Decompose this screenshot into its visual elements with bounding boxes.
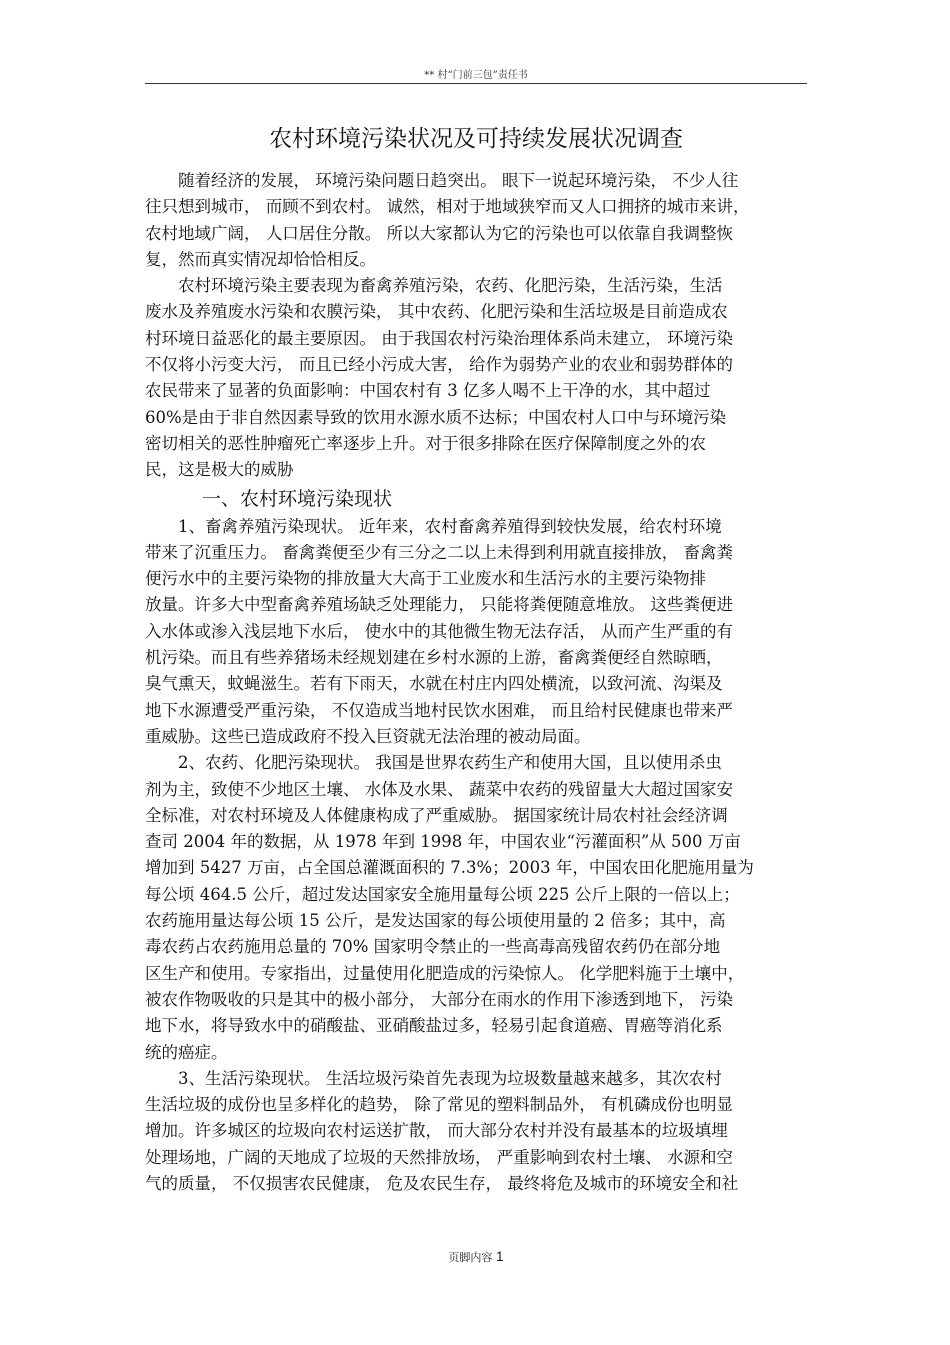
text-line: 处理场地，广阔的天地成了垃圾的天然排放场， 严重影响到农村土壤、 水源和空 (145, 1147, 733, 1167)
text-line: 地下水，将导致水中的硝酸盐、亚硝酸盐过多，轻易引起食道癌、胃癌等消化系 (145, 1016, 723, 1036)
text-line: 机污染。而且有些养猪场未经规划建在乡村水源的上游，畜禽粪便经自然晾晒， (145, 648, 723, 668)
text-line: 农村环境污染主要表现为畜禽养殖污染，农药、化肥污染，生活污染，生活 (145, 276, 723, 296)
text-line: 全标准，对农村环境及人体健康构成了严重威胁。 据国家统计局农村社会经济调 (145, 805, 728, 825)
text-line: 1、畜禽养殖污染现状。 近年来，农村畜禽养殖得到较快发展，给农村环境 (145, 516, 722, 536)
text-line: 增加。许多城区的垃圾向农村运送扩散， 而大部分农村并没有最基本的垃圾填埋 (145, 1121, 728, 1141)
header-divider (145, 83, 807, 84)
section-heading: 一、农村环境污染现状 (145, 487, 393, 510)
text-line: 入水体或渗入浅层地下水后， 使水中的其他微生物无法存活， 从而产生严重的有 (145, 621, 733, 641)
document-title: 农村环境污染状况及可持续发展状况调查 (269, 126, 683, 152)
text-line: 增加到 5427 万亩，占全国总灌溉面积的 7.3%；2003 年，中国农田化肥施用量为 (145, 858, 754, 878)
text-line: 带来了沉重压力。 畜禽粪便至少有三分之二以上未得到利用就直接排放， 畜禽粪 (145, 542, 733, 562)
text-line: 密切相关的恶性肿瘤死亡率逐步上升。对于很多排除在医疗保障制度之外的农 (145, 433, 706, 453)
text-line: 重威胁。这些已造成政府不投入巨资就无法治理的被动局面。 (145, 726, 591, 746)
page-header: ** 村“门前三包”责任书 (424, 70, 528, 81)
text-line: 不仅将小污变大污， 而且已经小污成大害， 给作为弱势产业的农业和弱势群体的 (145, 355, 733, 375)
text-line: 每公顷 464.5 公斤，超过发达国家安全施用量每公顷 225 公斤上限的一倍以上； (145, 884, 740, 904)
text-line: 被农作物吸收的只是其中的极小部分， 大部分在雨水的作用下渗透到地下， 污染 (145, 989, 733, 1009)
text-line: 复，然而真实情况却恰恰相反。 (145, 249, 376, 269)
text-line: 村环境日益恶化的最主要原因。 由于我国农村污染治理体系尚未建立， 环境污染 (145, 328, 733, 348)
text-line: 臭气熏天，蚊蝇滋生。若有下雨天，水就在村庄内四处横流，以致河流、沟渠及 (145, 674, 723, 694)
text-line: 区生产和使用。专家指出，过量使用化肥造成的污染惊人。 化学肥料施于土壤中， (145, 963, 745, 983)
text-line: 地下水源遭受严重污染， 不仅造成当地村民饮水困难， 而且给村民健康也带来严 (145, 700, 733, 720)
document-body (145, 168, 807, 1197)
page-number: 1 (495, 1248, 504, 1264)
text-line: 气的质量， 不仅损害农民健康， 危及农民生存， 最终将危及城市的环境安全和社 (145, 1173, 739, 1193)
page-footer (145, 1248, 807, 1265)
text-line: 农药施用量达每公顷 15 公斤，是发达国家的每公顷使用量的 2 倍多；其中，高 (145, 911, 726, 931)
text-line: 毒农药占农药施用总量的 70% 国家明令禁止的一些高毒高残留农药仍在部分地 (145, 937, 721, 957)
text-line: 农民带来了显著的负面影响：中国农村有 3 亿多人喝不上干净的水，其中超过 (145, 381, 711, 401)
text-line: 查司 2004 年的数据，从 1978 年到 1998 年，中国农业“污灌面积”从 500 万亩 (145, 832, 741, 852)
footer-label: 页脚内容 (448, 1251, 493, 1264)
text-line: 废水及养殖废水污染和农膜污染， 其中农药、化肥污染和生活垃圾是目前造成农 (145, 302, 728, 322)
text-line: 统的癌症。 (145, 1042, 228, 1062)
text-line: 往只想到城市， 而顾不到农村。 诚然，相对于地域狭窄而又人口拥挤的城市来讲， (145, 197, 750, 217)
text-line: 60%是由于非自然因素导致的饮用水源水质不达标；中国农村人口中与环境污染 (145, 407, 727, 427)
text-line: 剂为主，致使不少地区土壤、 水体及水果、 蔬菜中农药的残留量大大超过国家安 (145, 779, 733, 799)
text-line: 生活垃圾的成份也呈多样化的趋势， 除了常见的塑料制品外， 有机磷成份也明显 (145, 1095, 733, 1115)
text-line: 农村地域广阔， 人口居住分散。 所以大家都认为它的污染也可以依靠自我调整恢 (145, 223, 733, 243)
text-line: 便污水中的主要污染物的排放量大大高于工业废水和生活污水的主要污染物排 (145, 569, 706, 589)
text-line: 民，这是极大的威胁 (145, 460, 294, 480)
text-line: 2、农药、化肥污染现状。 我国是世界农药生产和使用大国，且以使用杀虫 (145, 753, 722, 773)
text-line: 放量。许多大中型畜禽养殖场缺乏处理能力， 只能将粪便随意堆放。 这些粪便进 (145, 595, 733, 615)
text-line: 随着经济的发展， 环境污染问题日趋突出。 眼下一说起环境污染， 不少人往 (145, 171, 739, 190)
text-line: 3、生活污染现状。 生活垃圾污染首先表现为垃圾数量越来越多，其次农村 (145, 1068, 722, 1088)
